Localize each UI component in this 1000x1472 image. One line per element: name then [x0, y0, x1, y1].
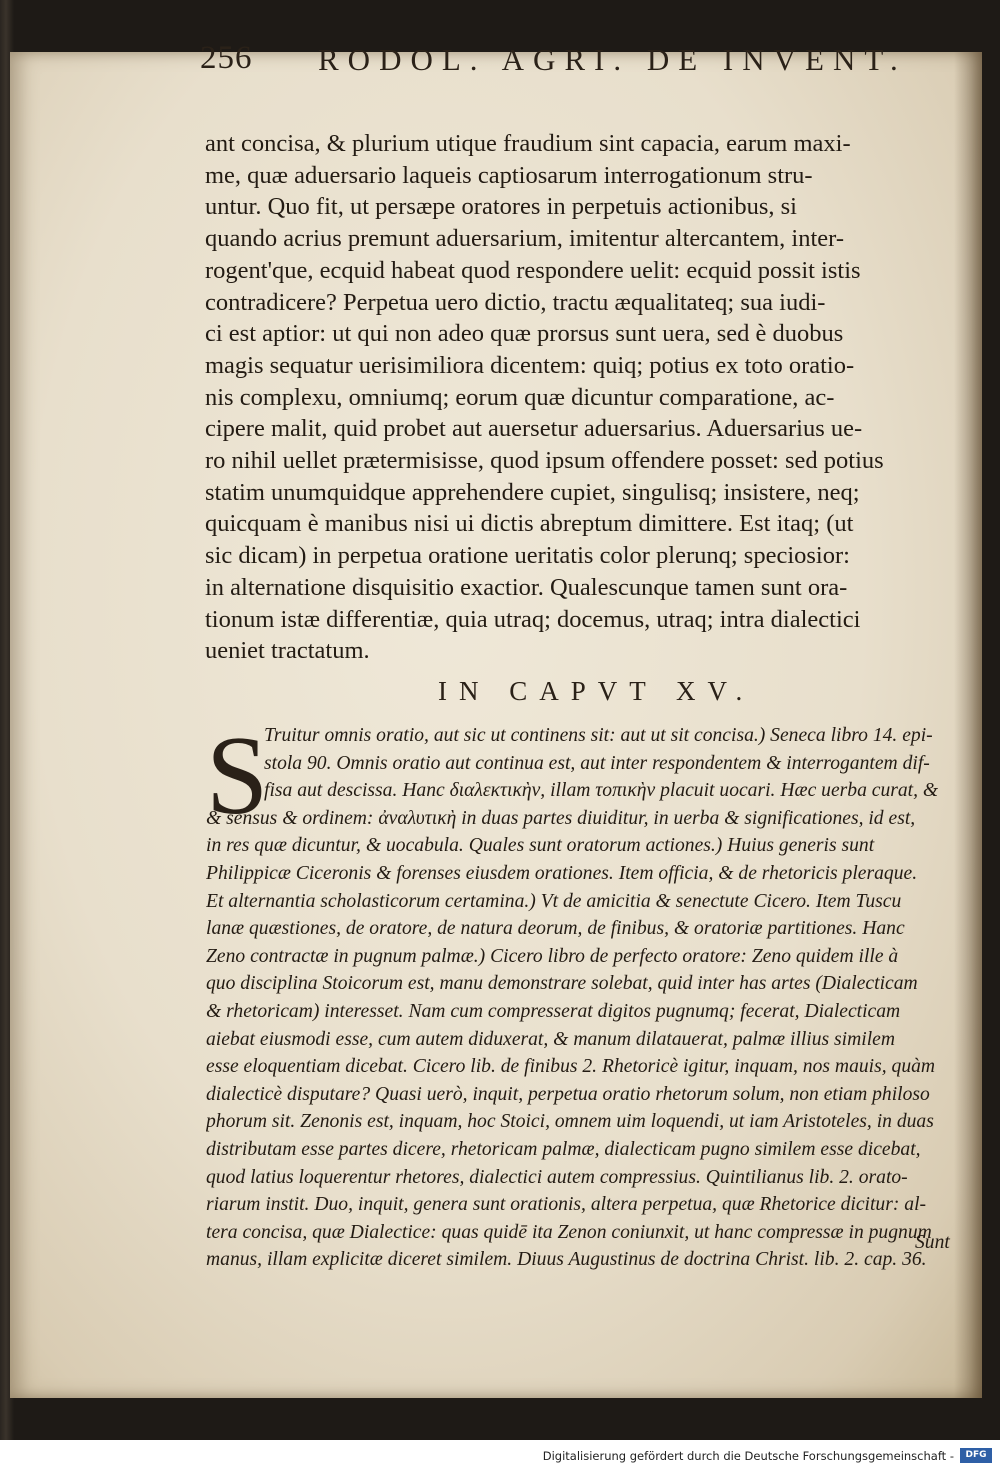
commentary-line: fisa aut descissa. Hanc διαλεκτικὴν, illam τοπικὴν placuit uocari. Hæc uerba curat, &: [264, 780, 939, 802]
footer-credit: Digitalisierung gefördert durch die Deutsche Forschungsgemeinschaft -: [542, 1449, 954, 1463]
drop-cap-initial: S: [206, 714, 269, 838]
commentary-line: quo disciplina Stoicorum est, manu demonstrare solebat, quid inter has artes (Dialecticam: [206, 973, 918, 995]
text-line: quando acrius premunt aduersarium, imitentur altercantem, inter-: [205, 225, 844, 253]
text-line: magis sequatur uerisimiliora dicentem: quiq; potius ex toto oratio-: [205, 351, 855, 379]
commentary-line: phorum sit. Zenonis est, inquam, hoc Stoici, omnem uim loquendi, ut iam Aristoteles, in duas: [206, 1111, 934, 1133]
commentary-line: esse eloquentiam dicebat. Cicero lib. de finibus 2. Rhetoricè igitur, inquam, nos mauis, quàm: [206, 1056, 936, 1078]
catchword: Sunt: [915, 1232, 950, 1253]
commentary-line: aiebat eiusmodi esse, cum autem diduxerat, & manum dilatauerat, palmæ illius similem: [206, 1028, 895, 1050]
commentary-line: dialecticè disputare? Quasi uerò, inquit, perpetua oratio rhetorum solum, non etiam philoso: [206, 1083, 930, 1105]
text-line: ro nihil uellet prætermisisse, quod ipsum offendere posset: sed potius: [205, 447, 884, 475]
commentary-line: Truitur omnis oratio, aut sic ut continens sit: aut ut sit concisa.) Seneca libro 14. epi-: [264, 725, 933, 746]
commentary-line: Zeno contractæ in pugnum palmæ.) Cicero libro de perfecto oratore: Zeno quidem ille à: [206, 945, 899, 967]
commentary-line: stola 90. Omnis oratio aut continua est, aut inter respondentem & interrogantem dif-: [264, 752, 930, 774]
text-line: ci est aptior: ut qui non adeo quæ prorsus sunt uera, sed è duobus: [205, 320, 844, 348]
commentary-line: in res quæ dicuntur, & uocabula. Quales sunt oratorum actiones.) Huius generis sunt: [206, 835, 875, 857]
text-line: rogent'que, ecquid habeat quod respondere uelit: ecquid possit istis: [205, 256, 861, 284]
chapter-heading: IN CAPVT XV.: [438, 676, 755, 706]
commentary-line: Et alternantia scholasticorum certamina.) Vt de amicitia & senectute Cicero. Item Tuscu: [206, 890, 902, 912]
commentary-line: quod latius loquerentur rhetores, dialectici autem compressius. Quintilianus lib. 2. orato-: [206, 1166, 908, 1188]
text-line: cipere malit, quid probet aut auersetur aduersarius. Aduersarius ue-: [205, 415, 863, 443]
text-line: nis complexu, omniumq; eorum quæ dicuntur comparatione, ac-: [205, 383, 835, 411]
dfg-logo-icon: DFG: [960, 1448, 992, 1463]
commentary-block: [206, 714, 956, 1274]
commentary-line: riarum instit. Duo, inquit, genera sunt orationis, altera perpetua, quæ Rhetorice dicitur: al-: [206, 1194, 927, 1216]
text-line: untur. Quo fit, ut persæpe oratores in perpetuis actionibus, si: [205, 193, 797, 221]
text-line: tionum istæ differentiæ, quia utraq; docemus, utraq; intra dialectici: [205, 605, 861, 633]
commentary-line: lanæ quæstiones, de oratore, de natura deorum, de finibus, & oratoriæ partitiones. Hanc: [206, 918, 905, 940]
commentary-line: & sensus & ordinem: ἀναλυτικὴ in duas partes diuiditur, in uerba & significationes, id est,: [206, 807, 916, 829]
text-line: in alternatione disquisitio exactior. Qualescunque tamen sunt ora-: [205, 573, 848, 601]
text-line: me, quæ aduersario laqueis captiosarum interrogationum stru-: [205, 161, 813, 189]
text-line: contradicere? Perpetua uero dictio, tractu æqualitateq; sua iudi-: [205, 288, 826, 316]
running-title: RODOL. AGRI. DE INVENT.: [318, 42, 907, 77]
commentary-line: & rhetoricam) interesset. Nam cum compresserat digitos pugnumq; fecerat, Dialecticam: [206, 1000, 901, 1022]
text-line: ant concisa, & plurium utique fraudium sint capacia, earum maxi-: [205, 130, 851, 157]
commentary-line: Philippicæ Ciceronis & forenses eiusdem orationes. Item officia, & de rhetoricis pleraque.: [206, 862, 918, 884]
commentary-line: manus, illam explicitæ diceret similem. Diuus Augustinus de doctrina Christ. lib. 2. cap. 36.: [206, 1249, 927, 1271]
commentary-line: distributam esse partes dicere, rhetoricam palmæ, dialecticam pugno similem esse dicebat,: [206, 1138, 921, 1160]
page-header: [200, 40, 907, 86]
text-line: ueniet tractatum.: [205, 637, 370, 665]
text-line: statim unumquidque apprehendere cupiet, singulisq; insistere, neq;: [205, 478, 860, 506]
commentary-line: tera concisa, quæ Dialectice: quas quidē ita Zenon coniunxit, ut hanc compressæ in pugnum: [206, 1221, 932, 1243]
text-line: sic dicam) in perpetua oratione ueritatis color plerunq; speciosior:: [205, 542, 850, 570]
text-line: quicquam è manibus nisi ui dictis abreptum dimittere. Est itaq; (ut: [205, 510, 854, 538]
footer-bar: [0, 1440, 1000, 1472]
page-gutter: [954, 52, 982, 1398]
main-text-block: [205, 128, 950, 667]
page-number: 256: [200, 40, 253, 76]
